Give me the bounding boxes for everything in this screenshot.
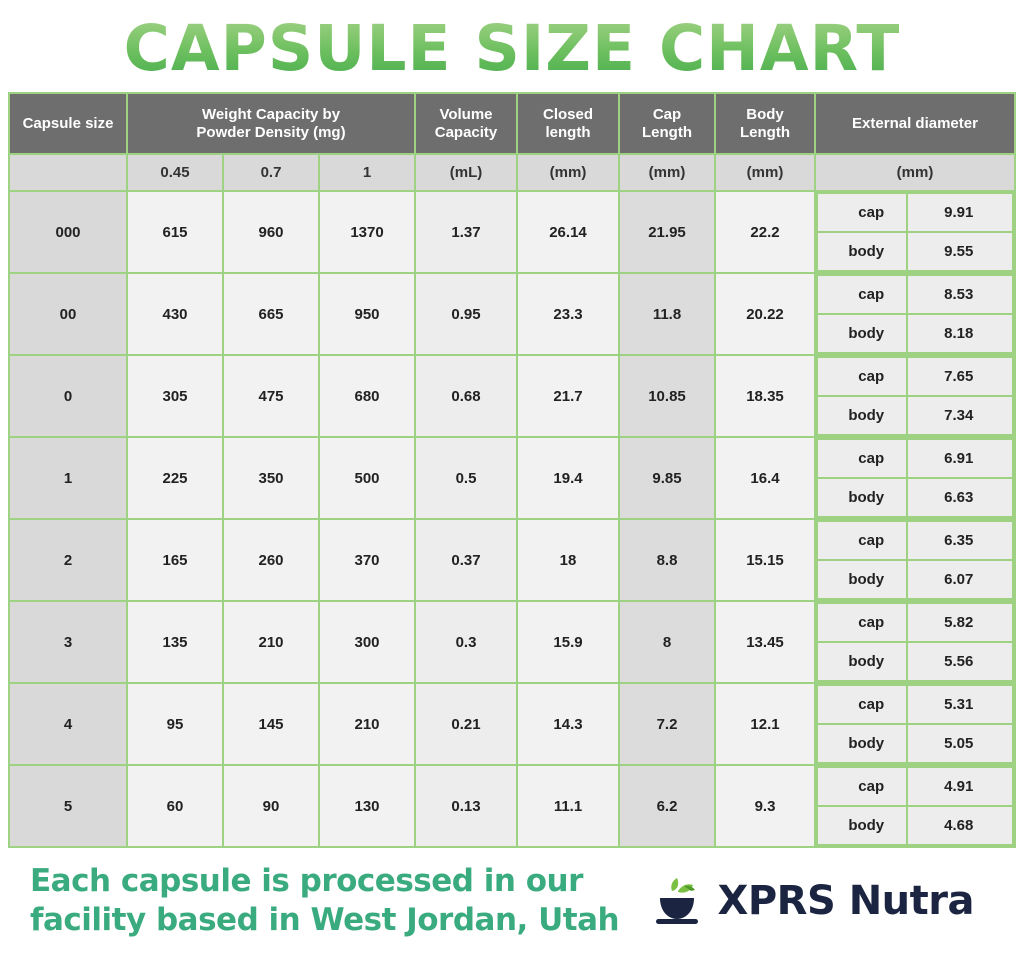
external-body-label: body [817, 396, 907, 435]
cell-density-07: 90 [223, 765, 319, 847]
cell-density-07: 145 [223, 683, 319, 765]
external-body-value: 4.68 [907, 806, 1013, 845]
cell-density-1: 680 [319, 355, 415, 437]
cell-density-1: 130 [319, 765, 415, 847]
capsule-size-table [8, 92, 1016, 848]
cell-density-045: 430 [127, 273, 223, 355]
cell-cap-length: 10.85 [619, 355, 715, 437]
table-row [9, 437, 1015, 519]
external-body-label: body [817, 724, 907, 763]
cell-capsule-size: 0 [9, 355, 127, 437]
cell-density-045: 135 [127, 601, 223, 683]
external-body-value: 7.34 [907, 396, 1013, 435]
external-cap-row [817, 439, 1013, 478]
header-closed-line1: Closed [542, 106, 593, 123]
external-body-label: body [817, 478, 907, 517]
external-diameter-subtable [816, 766, 1014, 846]
cell-density-045: 305 [127, 355, 223, 437]
external-body-label: body [817, 314, 907, 353]
cell-density-07: 665 [223, 273, 319, 355]
external-cap-label: cap [817, 193, 907, 232]
cell-external-diameter [815, 355, 1015, 437]
cell-density-1: 210 [319, 683, 415, 765]
cell-external-diameter [815, 683, 1015, 765]
units-density-045: 0.45 [127, 154, 223, 191]
cell-closed-length: 26.14 [517, 191, 619, 273]
external-cap-label: cap [817, 521, 907, 560]
cell-external-diameter [815, 765, 1015, 847]
table-row [9, 683, 1015, 765]
header-body-line1: Body [746, 106, 784, 123]
external-body-row [817, 314, 1013, 353]
units-density-07: 0.7 [223, 154, 319, 191]
cell-external-diameter [815, 519, 1015, 601]
external-cap-label: cap [817, 357, 907, 396]
table-header-row [9, 93, 1015, 154]
units-external: (mm) [815, 154, 1015, 191]
cell-volume: 0.68 [415, 355, 517, 437]
table-row [9, 273, 1015, 355]
header-capsule-size: Capsule size [9, 93, 127, 154]
external-diameter-subtable [816, 274, 1014, 354]
cell-density-045: 615 [127, 191, 223, 273]
footer [0, 848, 1024, 940]
cell-cap-length: 11.8 [619, 273, 715, 355]
table-body [9, 191, 1015, 847]
external-body-value: 6.63 [907, 478, 1013, 517]
header-cap-line1: Cap [652, 106, 682, 123]
external-cap-value: 8.53 [907, 275, 1013, 314]
cell-closed-length: 11.1 [517, 765, 619, 847]
external-cap-label: cap [817, 767, 907, 806]
cell-density-045: 165 [127, 519, 223, 601]
cell-density-045: 225 [127, 437, 223, 519]
header-cap-line2: Length [642, 123, 692, 141]
external-cap-value: 9.91 [907, 193, 1013, 232]
external-diameter-subtable [816, 192, 1014, 272]
units-volume: (mL) [415, 154, 517, 191]
external-body-label: body [817, 232, 907, 271]
cell-capsule-size: 5 [9, 765, 127, 847]
cell-closed-length: 14.3 [517, 683, 619, 765]
table-row [9, 765, 1015, 847]
external-cap-row [817, 521, 1013, 560]
external-cap-label: cap [817, 439, 907, 478]
header-closed-length [517, 93, 619, 154]
cell-volume: 0.21 [415, 683, 517, 765]
external-cap-value: 6.91 [907, 439, 1013, 478]
cell-volume: 0.37 [415, 519, 517, 601]
header-closed-line2: length [545, 123, 591, 141]
table-container [0, 92, 1024, 848]
cell-density-1: 370 [319, 519, 415, 601]
page-title-container [0, 0, 1024, 92]
brand-name: XPRS Nutra [717, 878, 974, 925]
external-body-row [817, 396, 1013, 435]
table-row [9, 519, 1015, 601]
header-volume-line2: Capacity [434, 123, 498, 141]
cell-capsule-size: 2 [9, 519, 127, 601]
external-cap-value: 7.65 [907, 357, 1013, 396]
cell-body-length: 12.1 [715, 683, 815, 765]
cell-external-diameter [815, 273, 1015, 355]
cell-density-07: 350 [223, 437, 319, 519]
external-cap-value: 4.91 [907, 767, 1013, 806]
cell-closed-length: 15.9 [517, 601, 619, 683]
cell-closed-length: 18 [517, 519, 619, 601]
cell-cap-length: 6.2 [619, 765, 715, 847]
external-body-label: body [817, 642, 907, 681]
cell-closed-length: 19.4 [517, 437, 619, 519]
cell-density-07: 960 [223, 191, 319, 273]
header-volume-capacity [415, 93, 517, 154]
external-diameter-subtable [816, 520, 1014, 600]
header-body-line2: Length [740, 123, 790, 141]
header-body-length [715, 93, 815, 154]
cell-capsule-size: 4 [9, 683, 127, 765]
cell-volume: 0.13 [415, 765, 517, 847]
cell-body-length: 22.2 [715, 191, 815, 273]
cell-density-07: 210 [223, 601, 319, 683]
table-units-row [9, 154, 1015, 191]
cell-volume: 0.5 [415, 437, 517, 519]
cell-cap-length: 8 [619, 601, 715, 683]
external-cap-row [817, 767, 1013, 806]
cell-density-1: 500 [319, 437, 415, 519]
cell-closed-length: 23.3 [517, 273, 619, 355]
units-closed: (mm) [517, 154, 619, 191]
external-cap-row [817, 603, 1013, 642]
cell-volume: 1.37 [415, 191, 517, 273]
cell-external-diameter [815, 191, 1015, 273]
cell-cap-length: 9.85 [619, 437, 715, 519]
cell-density-1: 1370 [319, 191, 415, 273]
cell-density-045: 60 [127, 765, 223, 847]
table-row [9, 355, 1015, 437]
header-weight-capacity-line2: Powder Density (mg) [196, 123, 346, 141]
cell-cap-length: 7.2 [619, 683, 715, 765]
cell-capsule-size: 3 [9, 601, 127, 683]
cell-density-1: 950 [319, 273, 415, 355]
header-weight-capacity [127, 93, 415, 154]
cell-body-length: 16.4 [715, 437, 815, 519]
cell-external-diameter [815, 601, 1015, 683]
external-cap-row [817, 685, 1013, 724]
cell-body-length: 15.15 [715, 519, 815, 601]
external-cap-value: 5.82 [907, 603, 1013, 642]
table-header [9, 93, 1015, 191]
external-diameter-subtable [816, 602, 1014, 682]
units-body: (mm) [715, 154, 815, 191]
cell-density-1: 300 [319, 601, 415, 683]
cell-density-07: 475 [223, 355, 319, 437]
mortar-and-pestle-leaf-icon [648, 872, 706, 930]
cell-volume: 0.95 [415, 273, 517, 355]
cell-cap-length: 21.95 [619, 191, 715, 273]
external-body-row [817, 560, 1013, 599]
external-cap-value: 5.31 [907, 685, 1013, 724]
page-title: CAPSULE SIZE CHART [123, 11, 901, 85]
external-body-value: 6.07 [907, 560, 1013, 599]
external-body-row [817, 232, 1013, 271]
external-cap-row [817, 275, 1013, 314]
cell-density-07: 260 [223, 519, 319, 601]
cell-closed-length: 21.7 [517, 355, 619, 437]
cell-capsule-size: 00 [9, 273, 127, 355]
cell-capsule-size: 000 [9, 191, 127, 273]
external-body-value: 9.55 [907, 232, 1013, 271]
cell-cap-length: 8.8 [619, 519, 715, 601]
external-cap-row [817, 357, 1013, 396]
header-volume-line1: Volume [439, 106, 493, 123]
external-cap-value: 6.35 [907, 521, 1013, 560]
external-body-value: 5.56 [907, 642, 1013, 681]
external-cap-label: cap [817, 275, 907, 314]
table-row [9, 601, 1015, 683]
cell-body-length: 9.3 [715, 765, 815, 847]
external-body-row [817, 642, 1013, 681]
external-body-value: 8.18 [907, 314, 1013, 353]
cell-body-length: 20.22 [715, 273, 815, 355]
units-cap: (mm) [619, 154, 715, 191]
external-cap-label: cap [817, 685, 907, 724]
external-diameter-subtable [816, 684, 1014, 764]
external-diameter-subtable [816, 356, 1014, 436]
external-body-row [817, 478, 1013, 517]
units-density-1: 1 [319, 154, 415, 191]
external-cap-label: cap [817, 603, 907, 642]
header-cap-length [619, 93, 715, 154]
cell-body-length: 13.45 [715, 601, 815, 683]
header-weight-capacity-line1: Weight Capacity by [201, 106, 341, 123]
external-body-label: body [817, 560, 907, 599]
external-body-row [817, 806, 1013, 845]
external-body-label: body [817, 806, 907, 845]
cell-capsule-size: 1 [9, 437, 127, 519]
cell-volume: 0.3 [415, 601, 517, 683]
cell-external-diameter [815, 437, 1015, 519]
footer-tagline: Each capsule is processed in our facility based in West Jordan, Utah [30, 863, 620, 939]
units-blank [9, 154, 127, 191]
table-row [9, 191, 1015, 273]
header-external-diameter: External diameter [815, 93, 1015, 154]
external-diameter-subtable [816, 438, 1014, 518]
external-body-row [817, 724, 1013, 763]
cell-density-045: 95 [127, 683, 223, 765]
cell-body-length: 18.35 [715, 355, 815, 437]
external-cap-row [817, 193, 1013, 232]
brand-lockup [648, 872, 1002, 930]
external-body-value: 5.05 [907, 724, 1013, 763]
